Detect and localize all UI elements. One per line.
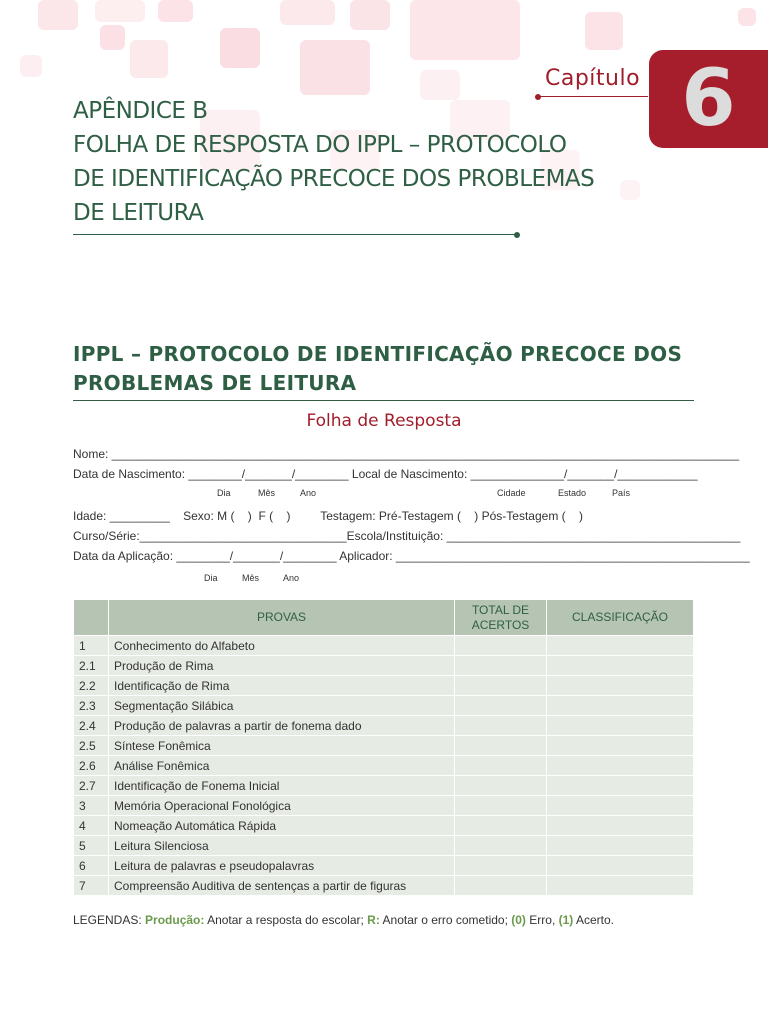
age-sex-test-field[interactable]: Idade: _________ Sexo: M ( ) F ( ) Testagem: Pré-Testagem ( ) Pós-Testagem ( ) <box>73 509 583 523</box>
form-subtitle: Folha de Resposta <box>306 411 462 431</box>
legend-producao-text: Anotar a resposta do escolar; <box>207 913 364 927</box>
chapter-label: Capítulo <box>545 66 641 91</box>
row-total-cell[interactable] <box>455 716 547 736</box>
row-prova: Identificação de Rima <box>109 676 455 696</box>
birth-day-caption: Dia <box>217 488 231 498</box>
table-row <box>74 816 694 836</box>
state-caption: Estado <box>558 488 587 498</box>
name-field[interactable]: Nome: ______________________________________________________________________________________________ <box>73 447 740 461</box>
table-row <box>74 756 694 776</box>
table-header-row <box>74 600 694 636</box>
row-prova: Compreensão Auditiva de sentenças a partir de figuras <box>109 876 455 896</box>
legend-r-key: R: <box>367 913 380 927</box>
row-number: 2.4 <box>74 716 109 736</box>
row-prova: Conhecimento do Alfabeto <box>109 636 455 656</box>
row-classificacao-cell[interactable] <box>547 796 694 816</box>
row-total-cell[interactable] <box>455 696 547 716</box>
header-num <box>74 600 109 636</box>
row-classificacao-cell[interactable] <box>547 856 694 876</box>
table-row <box>74 696 694 716</box>
legend-one-key: (1) <box>558 913 574 927</box>
application-field[interactable]: Data da Aplicação: ________/_______/________ Aplicador: _____________________________________________________ <box>73 549 750 563</box>
row-number: 2.5 <box>74 736 109 756</box>
row-classificacao-cell[interactable] <box>547 836 694 856</box>
legend-producao-key: Produção: <box>145 913 205 927</box>
table-row <box>74 856 694 876</box>
table-row <box>74 636 694 656</box>
row-prova: Leitura Silenciosa <box>109 836 455 856</box>
row-prova: Nomeação Automática Rápida <box>109 816 455 836</box>
row-number: 6 <box>74 856 109 876</box>
row-classificacao-cell[interactable] <box>547 816 694 836</box>
row-prova: Segmentação Silábica <box>109 696 455 716</box>
appendix-title-line: FOLHA DE RESPOSTA DO IPPL – PROTOCOLO <box>73 132 567 158</box>
header-provas: PROVAS <box>109 600 455 636</box>
results-table <box>73 599 694 896</box>
row-total-cell[interactable] <box>455 856 547 876</box>
row-total-cell[interactable] <box>455 836 547 856</box>
row-classificacao-cell[interactable] <box>547 716 694 736</box>
row-classificacao-cell[interactable] <box>547 736 694 756</box>
section-title <box>73 340 703 398</box>
appendix-title-line: APÊNDICE B <box>73 98 208 124</box>
table-row <box>74 836 694 856</box>
row-classificacao-cell[interactable] <box>547 876 694 896</box>
row-prova: Leitura de palavras e pseudopalavras <box>109 856 455 876</box>
row-prova: Produção de palavras a partir de fonema dado <box>109 716 455 736</box>
appendix-title-line: DE IDENTIFICAÇÃO PRECOCE DOS PROBLEMAS <box>73 166 595 192</box>
row-number: 5 <box>74 836 109 856</box>
row-number: 4 <box>74 816 109 836</box>
row-prova: Memória Operacional Fonológica <box>109 796 455 816</box>
table-body <box>74 636 694 896</box>
row-total-cell[interactable] <box>455 676 547 696</box>
row-total-cell[interactable] <box>455 756 547 776</box>
row-number: 2.3 <box>74 696 109 716</box>
birth-month-caption: Mês <box>258 488 276 498</box>
country-caption: País <box>612 488 631 498</box>
row-total-cell[interactable] <box>455 776 547 796</box>
row-classificacao-cell[interactable] <box>547 656 694 676</box>
appendix-rule-dot <box>514 232 520 238</box>
row-classificacao-cell[interactable] <box>547 676 694 696</box>
row-classificacao-cell[interactable] <box>547 756 694 776</box>
header-total: TOTAL DE ACERTOS <box>455 600 547 636</box>
table-row <box>74 656 694 676</box>
row-number: 2.2 <box>74 676 109 696</box>
row-number: 2.1 <box>74 656 109 676</box>
row-number: 7 <box>74 876 109 896</box>
row-total-cell[interactable] <box>455 736 547 756</box>
table-row <box>74 796 694 816</box>
app-day-caption: Dia <box>204 573 218 583</box>
row-total-cell[interactable] <box>455 656 547 676</box>
city-caption: Cidade <box>497 488 526 498</box>
header-classificacao: CLASSIFICAÇÃO <box>547 600 694 636</box>
course-school-field[interactable]: Curso/Série:_______________________________Escola/Instituição: ____________________________________________ <box>73 529 741 543</box>
chapter-number-badge <box>649 50 768 148</box>
table-row <box>74 776 694 796</box>
row-number: 1 <box>74 636 109 656</box>
app-month-caption: Mês <box>242 573 260 583</box>
row-number: 2.7 <box>74 776 109 796</box>
section-title-line: IPPL – PROTOCOLO DE IDENTIFICAÇÃO PRECOCE DOS <box>73 342 683 366</box>
row-classificacao-cell[interactable] <box>547 696 694 716</box>
legend-r-text: Anotar o erro cometido; <box>382 913 508 927</box>
legend-label: LEGENDAS: <box>73 913 142 927</box>
row-prova: Produção de Rima <box>109 656 455 676</box>
table-row <box>74 676 694 696</box>
legend <box>73 913 614 927</box>
table-row <box>74 876 694 896</box>
table-row <box>74 716 694 736</box>
birth-year-caption: Ano <box>300 488 317 498</box>
row-total-cell[interactable] <box>455 796 547 816</box>
row-prova: Síntese Fonêmica <box>109 736 455 756</box>
appendix-title <box>73 94 613 230</box>
legend-one-text: Acerto. <box>575 913 614 927</box>
row-total-cell[interactable] <box>455 816 547 836</box>
row-prova: Análise Fonêmica <box>109 756 455 776</box>
row-classificacao-cell[interactable] <box>547 776 694 796</box>
row-number: 3 <box>74 796 109 816</box>
appendix-rule <box>73 234 516 235</box>
legend-zero-key: (0) <box>511 913 526 927</box>
legend-zero-text: Erro, <box>529 913 556 927</box>
chapter-number: 6 <box>681 54 736 144</box>
table-row <box>74 736 694 756</box>
row-classificacao-cell[interactable] <box>547 636 694 656</box>
row-number: 2.6 <box>74 756 109 776</box>
birth-field[interactable]: Data de Nascimento: ________/_______/________ Local de Nascimento: ______________/_______/____________ <box>73 467 698 481</box>
appendix-title-line: DE LEITURA <box>73 200 204 226</box>
section-rule <box>73 400 694 401</box>
row-total-cell[interactable] <box>455 636 547 656</box>
section-title-line: PROBLEMAS DE LEITURA <box>73 371 357 395</box>
row-prova: Identificação de Fonema Inicial <box>109 776 455 796</box>
app-year-caption: Ano <box>283 573 300 583</box>
row-total-cell[interactable] <box>455 876 547 896</box>
